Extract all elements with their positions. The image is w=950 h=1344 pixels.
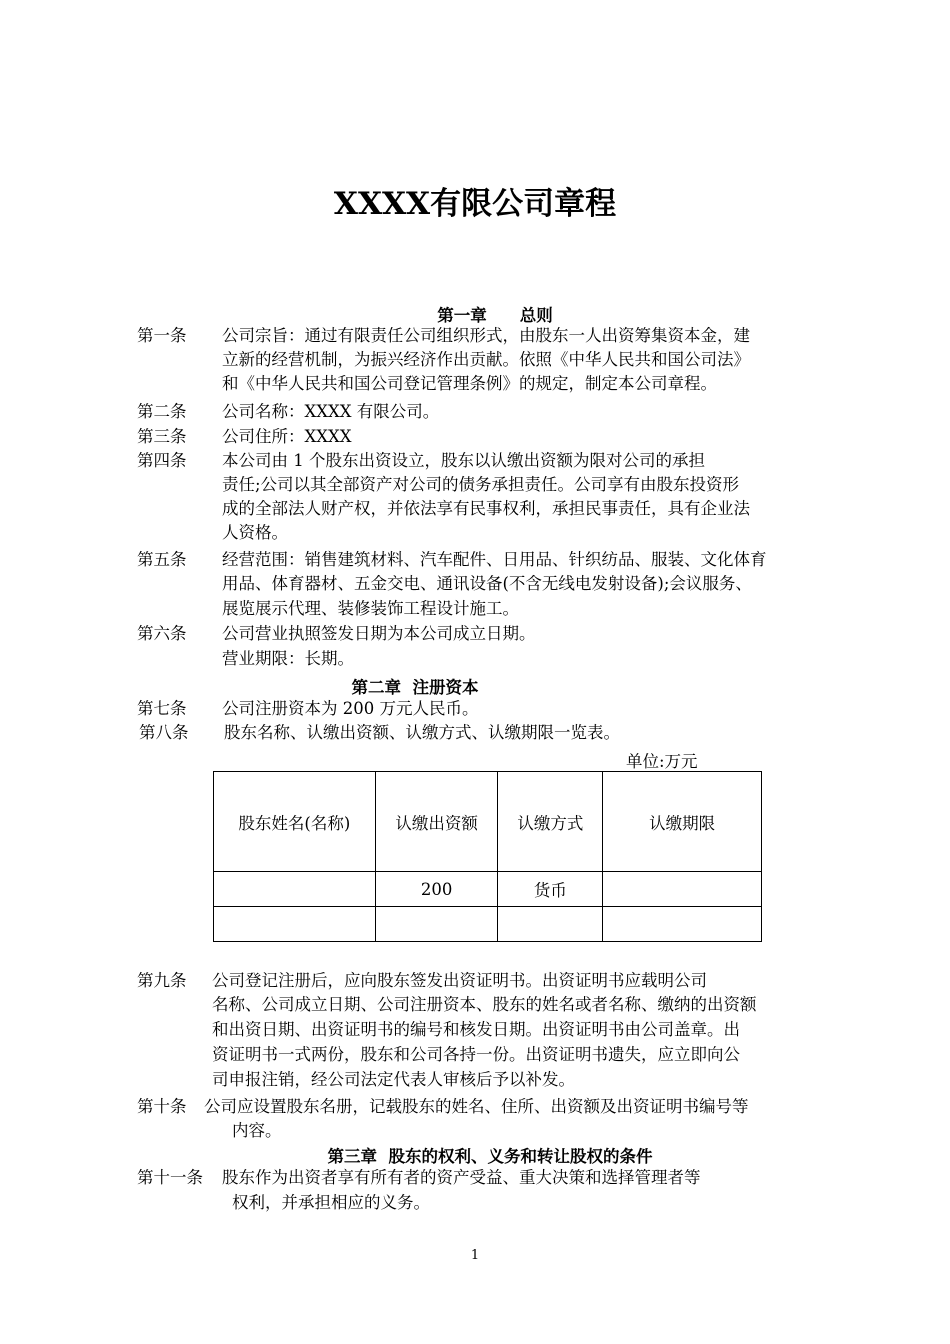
table-row: [214, 907, 762, 942]
table-cell: [375, 907, 498, 942]
article-1-label: 第一条: [137, 326, 187, 345]
article-9-line: 司申报注销，经公司法定代表人审核后予以补发。: [212, 1070, 575, 1089]
table-cell: [603, 907, 762, 942]
table-cell: 200: [375, 872, 498, 907]
chapter-2-heading: 第二章 注册资本: [351, 678, 479, 697]
article-5-line: 经营范围：销售建筑材料、汽车配件、日用品、针织纺品、服装、文化体育: [222, 550, 767, 569]
article-6-label: 第六条: [137, 624, 187, 643]
article-11-line: 权利，并承担相应的义务。: [232, 1193, 430, 1212]
article-8-label: 第八条: [139, 723, 189, 742]
article-10-label: 第十条: [137, 1097, 187, 1116]
article-5-label: 第五条: [137, 550, 187, 569]
article-11-line: 股东作为出资者享有所有者的资产受益、重大决策和选择管理者等: [222, 1168, 701, 1187]
article-1-line: 和《中华人民共和国公司登记管理条例》的规定，制定本公司章程。: [222, 374, 717, 393]
chapter-3-heading: 第三章 股东的权利、义务和转让股权的条件: [327, 1147, 653, 1166]
article-6-line: 公司营业执照签发日期为本公司成立日期。: [222, 624, 536, 643]
article-10-line: 内容。: [232, 1121, 282, 1140]
table-header-cell: 股东姓名(名称): [214, 772, 376, 872]
article-11-label: 第十一条: [137, 1168, 203, 1187]
table-header-cell: 认缴方式: [498, 772, 603, 872]
table-cell: [214, 872, 376, 907]
article-3-label: 第三条: [137, 427, 187, 446]
article-9-line: 资证明书一式两份，股东和公司各持一份。出资证明书遗失，应立即向公: [212, 1045, 740, 1064]
article-9-line: 公司登记注册后，应向股东签发出资证明书。出资证明书应载明公司: [212, 971, 707, 990]
table-cell: [603, 872, 762, 907]
table-cell: [214, 907, 376, 942]
article-7-line: 公司注册资本为 200 万元人民币。: [222, 699, 479, 718]
capital-contribution-table: [213, 771, 762, 942]
article-8-line: 股东名称、认缴出资额、认缴方式、认缴期限一览表。: [224, 723, 620, 742]
article-3-line: 公司住所：XXXX: [222, 427, 352, 446]
article-1-line: 公司宗旨：通过有限责任公司组织形式，由股东一人出资筹集资本金，建: [222, 326, 750, 345]
article-2-label: 第二条: [137, 402, 187, 421]
chapter-1-heading: 第一章 总则: [437, 306, 553, 325]
article-1-line: 立新的经营机制，为振兴经济作出贡献。依照《中华人民共和国公司法》: [222, 350, 750, 369]
article-7-label: 第七条: [137, 699, 187, 718]
article-9-line: 名称、公司成立日期、公司注册资本、股东的姓名或者名称、缴纳的出资额: [212, 995, 757, 1014]
page-number: 1: [470, 1248, 480, 1263]
table-cell: [498, 907, 603, 942]
article-6-line: 营业期限：长期。: [222, 649, 354, 668]
article-2-line: 公司名称：XXXX 有限公司。: [222, 402, 440, 421]
article-10-line: 公司应设置股东名册，记载股东的姓名、住所、出资额及出资证明书编号等: [204, 1097, 749, 1116]
article-4-line: 本公司由 1 个股东出资设立，股东以认缴出资额为限对公司的承担: [222, 451, 705, 470]
article-9-line: 和出资日期、出资证明书的编号和核发日期。出资证明书由公司盖章。出: [212, 1020, 740, 1039]
article-4-line: 责任;公司以其全部资产对公司的债务承担责任。公司享有由股东投资形: [222, 475, 740, 494]
article-5-line: 用品、体育器材、五金交电、通讯设备(不含无线电发射设备);会议服务、: [222, 574, 752, 593]
document-title: XXXX有限公司章程: [333, 186, 617, 222]
table-unit-label: 单位:万元: [626, 752, 698, 771]
article-4-label: 第四条: [137, 451, 187, 470]
table-cell: 货币: [498, 872, 603, 907]
article-4-line: 成的全部法人财产权，并依法享有民事权利，承担民事责任，具有企业法: [222, 499, 750, 518]
article-5-line: 展览展示代理、装修装饰工程设计施工。: [222, 599, 519, 618]
table-header-cell: 认缴期限: [603, 772, 762, 872]
table-header-row: [214, 772, 762, 872]
table-header-cell: 认缴出资额: [375, 772, 498, 872]
article-4-line: 人资格。: [222, 523, 288, 542]
table-row: [214, 872, 762, 907]
article-9-label: 第九条: [137, 971, 187, 990]
